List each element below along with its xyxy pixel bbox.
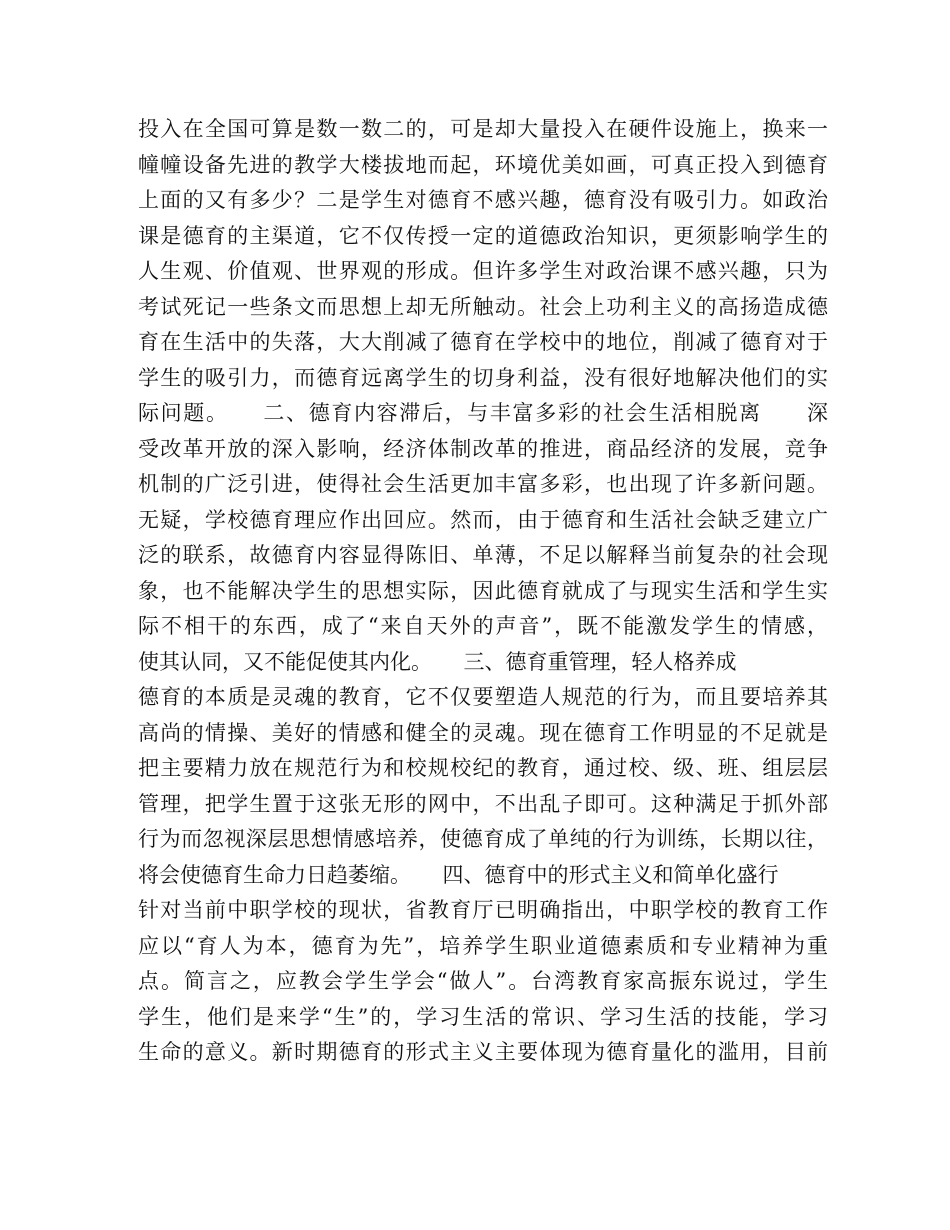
text-line: 受改革开放的深入影响，经济体制改革的推进，商品经济的发展，竞争: [138, 436, 828, 461]
text-line: 幢幢设备先进的教学大楼拔地而起，环境优美如画，可真正投入到德育: [138, 152, 828, 177]
text-line: 生命的意义。新时期德育的形式主义主要体现为德育量化的滥用，目前: [138, 1040, 828, 1064]
text-line: 人生观、价值观、世界观的形成。但许多学生对政治课不感兴趣，只为: [138, 259, 828, 283]
text-line: 德育的本质是灵魂的教育，它不仅要塑造人规范的行为，而且要培养其: [138, 685, 828, 709]
text-line: 投入在全国可算是数一数二的，可是却大量投入在硬件设施上，换来一: [138, 117, 828, 141]
text-line: 泛的联系，故德育内容显得陈旧、单薄，不足以解释当前复杂的社会现: [138, 543, 828, 567]
text-line: 使其认同，又不能促使其内化。 三、德育重管理，轻人格养成: [138, 649, 737, 674]
text-line: 机制的广泛引进，使得社会生活更加丰富多彩，也出现了许多新问题。: [138, 472, 828, 496]
text-line: 上面的又有多少？二是学生对德育不感兴趣，德育没有吸引力。如政治: [138, 188, 828, 212]
text-line: 点。简言之，应教会学生学会“做人”。台湾教育家高振东说过，学生: [138, 969, 828, 993]
text-line: 将会使德育生命力日趋萎缩。 四、德育中的形式主义和简单化盛行: [138, 862, 779, 887]
text-line: 学生，他们是来学“生”的，学习生活的常识、学习生活的技能，学习: [138, 1004, 828, 1029]
text-line: 考试死记一些条文而思想上却无所触动。社会上功利主义的高扬造成德: [138, 294, 828, 319]
text-line: 无疑，学校德育理应作出回应。然而，由于德育和生活社会缺乏建立广: [138, 507, 828, 532]
text-line: 学生的吸引力，而德育远离学生的切身利益，没有很好地解决他们的实: [138, 365, 828, 390]
text-line: 把主要精力放在规范行为和校规校纪的教育，通过校、级、班、组层层: [138, 756, 828, 780]
text-line: 管理，把学生置于这张无形的网中，不出乱子即可。这种满足于抓外部: [138, 791, 828, 816]
text-line: 行为而忽视深层思想情感培养，使德育成了单纯的行为训练，长期以往，: [138, 827, 828, 851]
text-line: 高尚的情操、美好的情感和健全的灵魂。现在德育工作明显的不足就是: [138, 720, 828, 745]
text-line: 课是德育的主渠道，它不仅传授一定的道德政治知识，更须影响学生的: [138, 223, 828, 248]
text-line: 针对当前中职学校的现状，省教育厅已明确指出，中职学校的教育工作: [138, 898, 828, 922]
text-line: 际不相干的东西，成了“来自天外的声音”，既不能激发学生的情感，: [138, 614, 828, 638]
text-line: 应以“育人为本，德育为先”，培养学生职业道德素质和专业精神为重: [138, 933, 828, 958]
text-line: 育在生活中的失落，大大削减了德育在学校中的地位，削减了德育对于: [138, 330, 828, 354]
text-line: 际问题。 二、德育内容滞后，与丰富多彩的社会生活相脱离 深: [138, 401, 828, 425]
text-line: 象，也不能解决学生的思想实际，因此德育就成了与现实生活和学生实: [138, 578, 828, 603]
body-text: [138, 112, 828, 1071]
